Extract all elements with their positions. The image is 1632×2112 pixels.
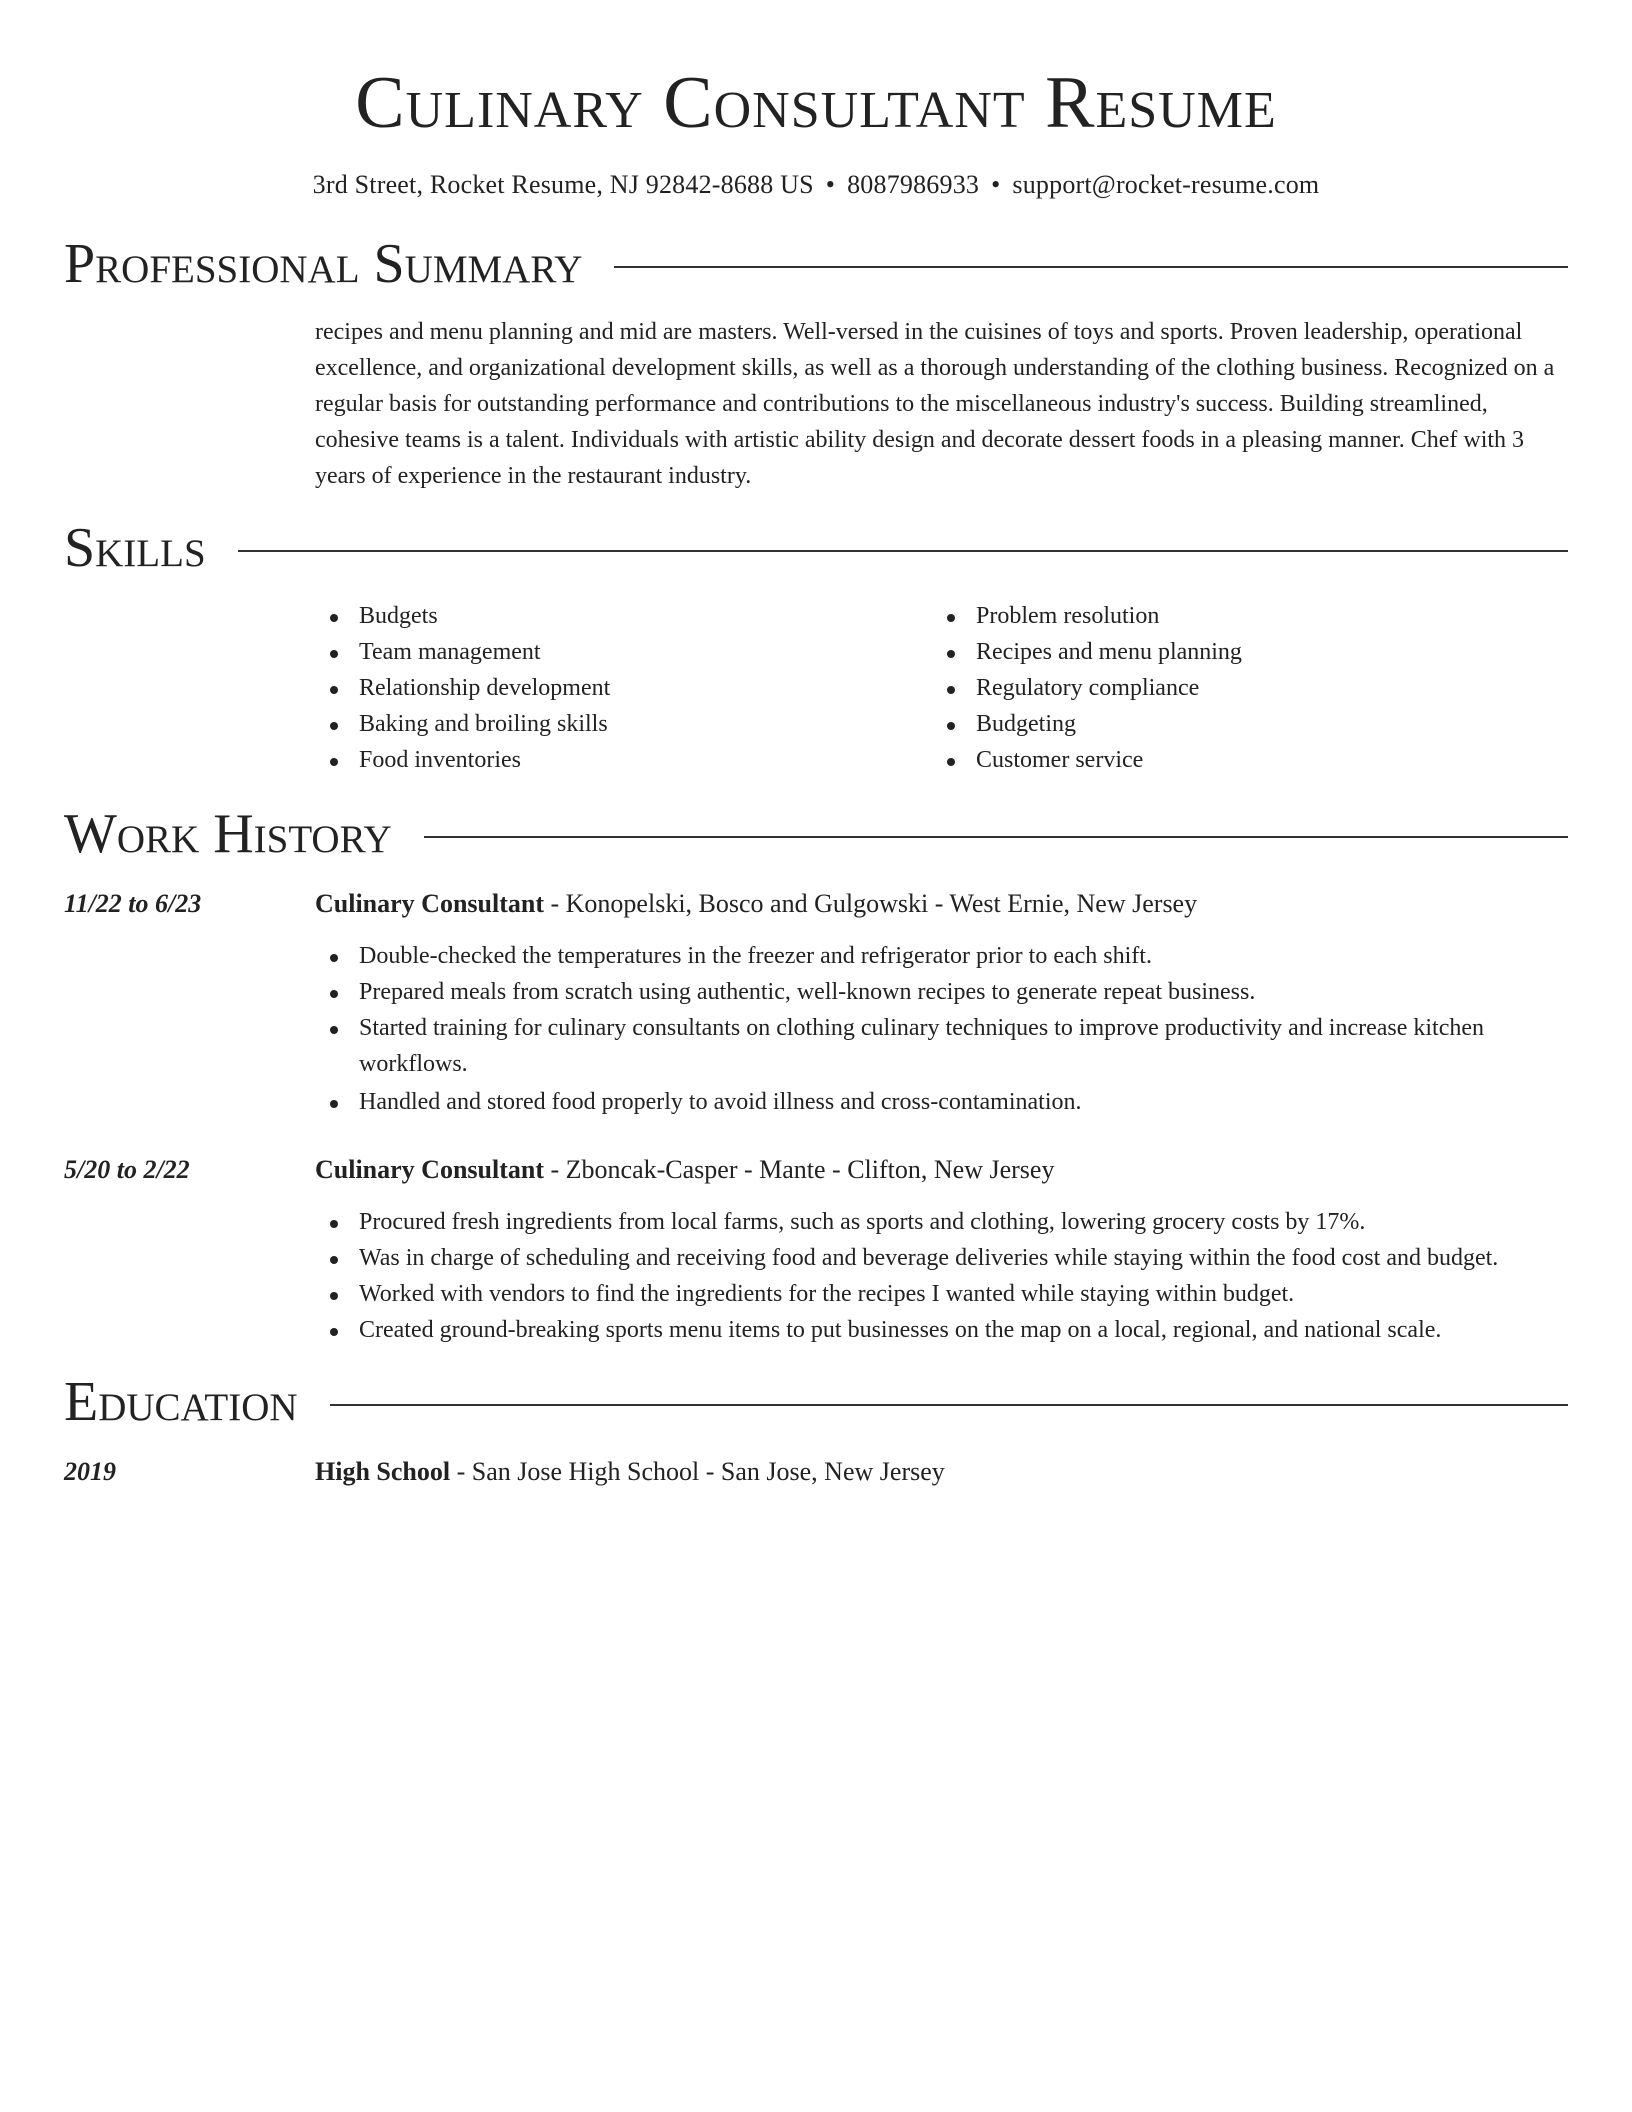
job-bullets bbox=[315, 1204, 1568, 1348]
section-divider bbox=[614, 266, 1568, 268]
work-section-header bbox=[64, 802, 1568, 866]
skill-item: Relationship development bbox=[315, 670, 932, 706]
education-year: 2019 bbox=[64, 1457, 116, 1486]
contact-separator: • bbox=[991, 170, 1001, 199]
job-bullet: Worked with vendors to find the ingredients for the recipes I wanted while staying within budget. bbox=[315, 1276, 1568, 1312]
summary-text: recipes and menu planning and mid are masters. Well-versed in the cuisines of toys and sports. Proven leadership, operational excellence, and organizational development skills, as well as a thorough understanding of the clothing business. Recognized on a regular basis for outstanding performance and contributions to the miscellaneous industry's success. Building streamlined, cohesive teams is a talent. Individuals with artistic ability design and decorate dessert foods in a pleasing manner. Chef with 3 years of experience in the restaurant industry. bbox=[315, 319, 1555, 489]
resume-page bbox=[64, 0, 1568, 1490]
skills-row bbox=[64, 598, 1568, 778]
resume-title: Culinary Consultant Resume bbox=[355, 62, 1277, 144]
job-bullet: Created ground-breaking sports menu items to put businesses on the map on a local, regional, and national scale. bbox=[315, 1312, 1568, 1348]
summary-section-title: Professional Summary bbox=[64, 233, 583, 295]
skill-item: Regulatory compliance bbox=[932, 670, 1549, 706]
education-section-header bbox=[64, 1370, 1568, 1434]
education-degree: High School bbox=[315, 1457, 451, 1486]
job-bullet: Double-checked the temperatures in the freezer and refrigerator prior to each shift. bbox=[315, 938, 1568, 974]
job-title: Culinary Consultant bbox=[315, 889, 544, 918]
skills-column-left bbox=[315, 598, 932, 778]
skills-column-right bbox=[932, 598, 1549, 778]
job-heading bbox=[315, 886, 1568, 922]
job-entry bbox=[64, 1152, 1568, 1348]
education-section-title: Education bbox=[64, 1371, 298, 1433]
summary-row bbox=[64, 314, 1568, 494]
skill-item: Recipes and menu planning bbox=[932, 634, 1549, 670]
job-dates: 5/20 to 2/22 bbox=[64, 1155, 190, 1184]
skills-list bbox=[315, 598, 1568, 778]
summary-section-header bbox=[64, 232, 1568, 296]
contact-line bbox=[64, 168, 1568, 202]
education-details: - San Jose High School - San Jose, New Jersey bbox=[450, 1457, 945, 1486]
job-details: - Konopelski, Bosco and Gulgowski - West Ernie, New Jersey bbox=[544, 889, 1198, 918]
section-divider bbox=[424, 836, 1568, 838]
skills-section-title: Skills bbox=[64, 517, 206, 579]
education-entry bbox=[64, 1454, 1568, 1490]
contact-separator: • bbox=[825, 170, 836, 199]
job-entry bbox=[64, 886, 1568, 1120]
skill-item: Problem resolution bbox=[932, 598, 1549, 634]
job-bullet: Was in charge of scheduling and receiving food and beverage deliveries while staying within the food cost and budget. bbox=[315, 1240, 1568, 1276]
section-divider bbox=[238, 550, 1568, 552]
contact-phone: 8087986933 bbox=[847, 170, 980, 199]
job-heading bbox=[315, 1152, 1568, 1188]
skill-item: Budgeting bbox=[932, 706, 1549, 742]
job-dates: 11/22 to 6/23 bbox=[64, 889, 202, 918]
skill-item: Customer service bbox=[932, 742, 1549, 778]
skills-section-header bbox=[64, 516, 1568, 580]
job-title: Culinary Consultant bbox=[315, 1155, 544, 1184]
section-divider bbox=[330, 1404, 1568, 1406]
education-heading bbox=[315, 1454, 1568, 1490]
contact-address: 3rd Street, Rocket Resume, NJ 92842-8688 US bbox=[312, 170, 814, 199]
job-bullet: Handled and stored food properly to avoid illness and cross-contamination. bbox=[315, 1084, 1568, 1120]
job-bullet: Procured fresh ingredients from local farms, such as sports and clothing, lowering grocery costs by 17%. bbox=[315, 1204, 1568, 1240]
job-bullets bbox=[315, 938, 1568, 1120]
skill-item: Baking and broiling skills bbox=[315, 706, 932, 742]
job-bullet: Started training for culinary consultants on clothing culinary techniques to improve productivity and increase kitchen workflows. bbox=[315, 1010, 1568, 1082]
work-section-title: Work History bbox=[64, 803, 392, 865]
skill-item: Food inventories bbox=[315, 742, 932, 778]
skill-item: Team management bbox=[315, 634, 932, 670]
job-details: - Zboncak-Casper - Mante - Clifton, New Jersey bbox=[544, 1155, 1055, 1184]
contact-email: support@rocket-resume.com bbox=[1012, 170, 1320, 199]
job-bullet: Prepared meals from scratch using authentic, well-known recipes to generate repeat business. bbox=[315, 974, 1568, 1010]
skill-item: Budgets bbox=[315, 598, 932, 634]
